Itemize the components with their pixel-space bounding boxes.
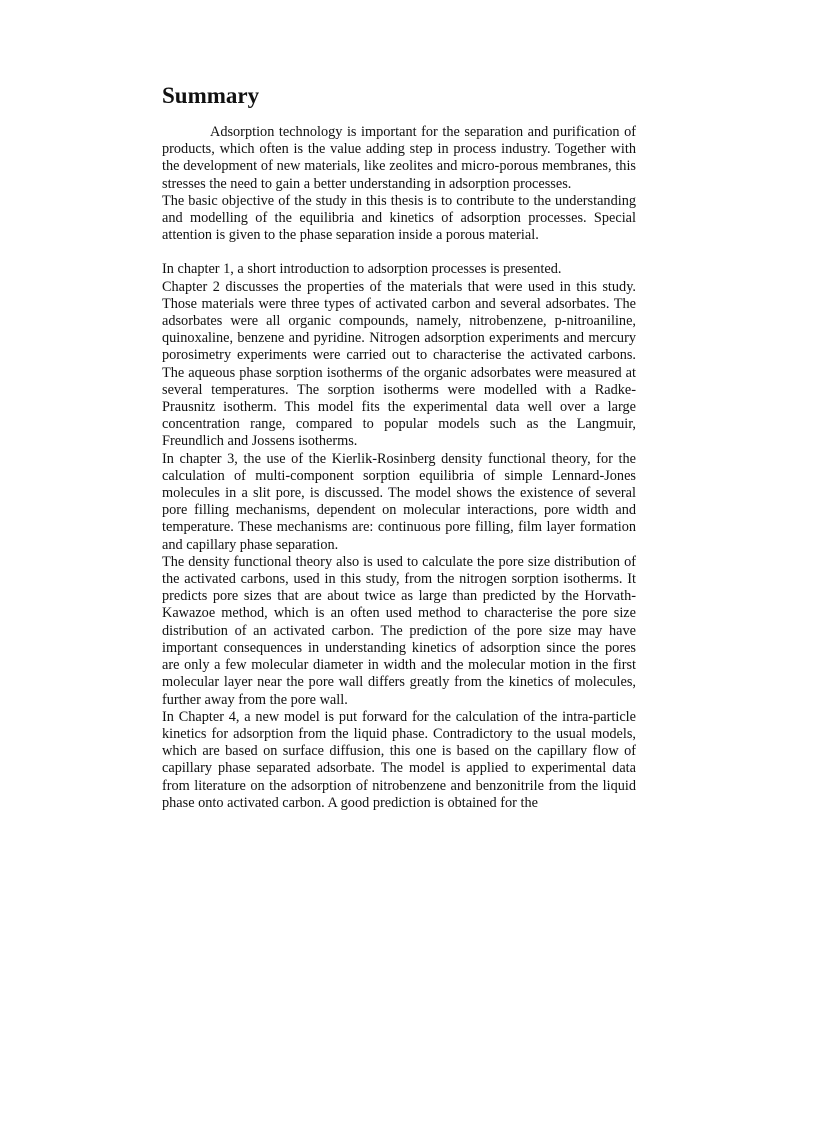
document-page [162, 82, 636, 812]
paragraph-chapter-4: In Chapter 4, a new model is put forward for the calculation of the intra-particle kinetics for adsorption from the liquid phase. Contradictory to the usual models, which are based on surface diffusion, this one is based on the capillary flow of capillary phase separated adsorbate. The model is applied to experimental data from literature on the adsorption of nitrobenzene and benzonitrile from the liquid phase onto activated carbon. A good prediction is obtained for the [162, 708, 636, 811]
paragraph-objective: The basic objective of the study in this thesis is to contribute to the understanding and modelling of the equilibria and kinetics of adsorption processes. Special attention is given to the phase separation inside a porous material. [162, 192, 636, 244]
paragraph-chapter-2: Chapter 2 discusses the properties of the materials that were used in this study. Those materials were three types of activated carbon and several adsorbates. The adsorbates were all organic compounds, namely, nitrobenzene, p-nitroaniline, quinoxaline, benzene and pyridine. Nitrogen adsorption experiments and mercury porosimetry experiments were carried out to characterise the activated carbons. The aqueous phase sorption isotherms of the organic adsorbates were measured at several temperatures. The sorption isotherms were modelled with a Radke-Prausnitz isotherm. This model fits the experimental data well over a large concentration range, compared to popular models such as the Langmuir, Freundlich and Jossens isotherms. [162, 278, 636, 450]
paragraph-density-functional: The density functional theory also is used to calculate the pore size distribution of the activated carbons, used in this study, from the nitrogen sorption isotherms. It predicts pore sizes that are about twice as large than predicted by the Horvath-Kawazoe method, which is an often used method to characterise the pore size distribution of an activated carbon. The prediction of the pore size may have important consequences in understanding kinetics of adsorption since the pores are only a few molecular diameter in width and the molecular motion in the first molecular layer near the pore wall differs greatly from the kinetics of molecules, further away from the pore wall. [162, 553, 636, 708]
page-title: Summary [162, 83, 260, 108]
paragraph-intro: Adsorption technology is important for the separation and purification of products, which often is the value adding step in process industry. Together with the development of new materials, like zeolites and micro-porous membranes, this stresses the need to gain a better understanding in adsorption processes. [162, 124, 636, 192]
paragraph-chapter-1: In chapter 1, a short introduction to adsorption processes is presented. [162, 261, 562, 278]
paragraph-chapter-3: In chapter 3, the use of the Kierlik-Rosinberg density functional theory, for the calculation of multi-component sorption equilibria of simple Lennard-Jones molecules in a slit pore, is discussed. The model shows the existence of several pore filling mechanisms, dependent on molecular interactions, pore width and temperature. These mechanisms are: continuous pore filling, film layer formation and capillary phase separation. [162, 450, 636, 553]
